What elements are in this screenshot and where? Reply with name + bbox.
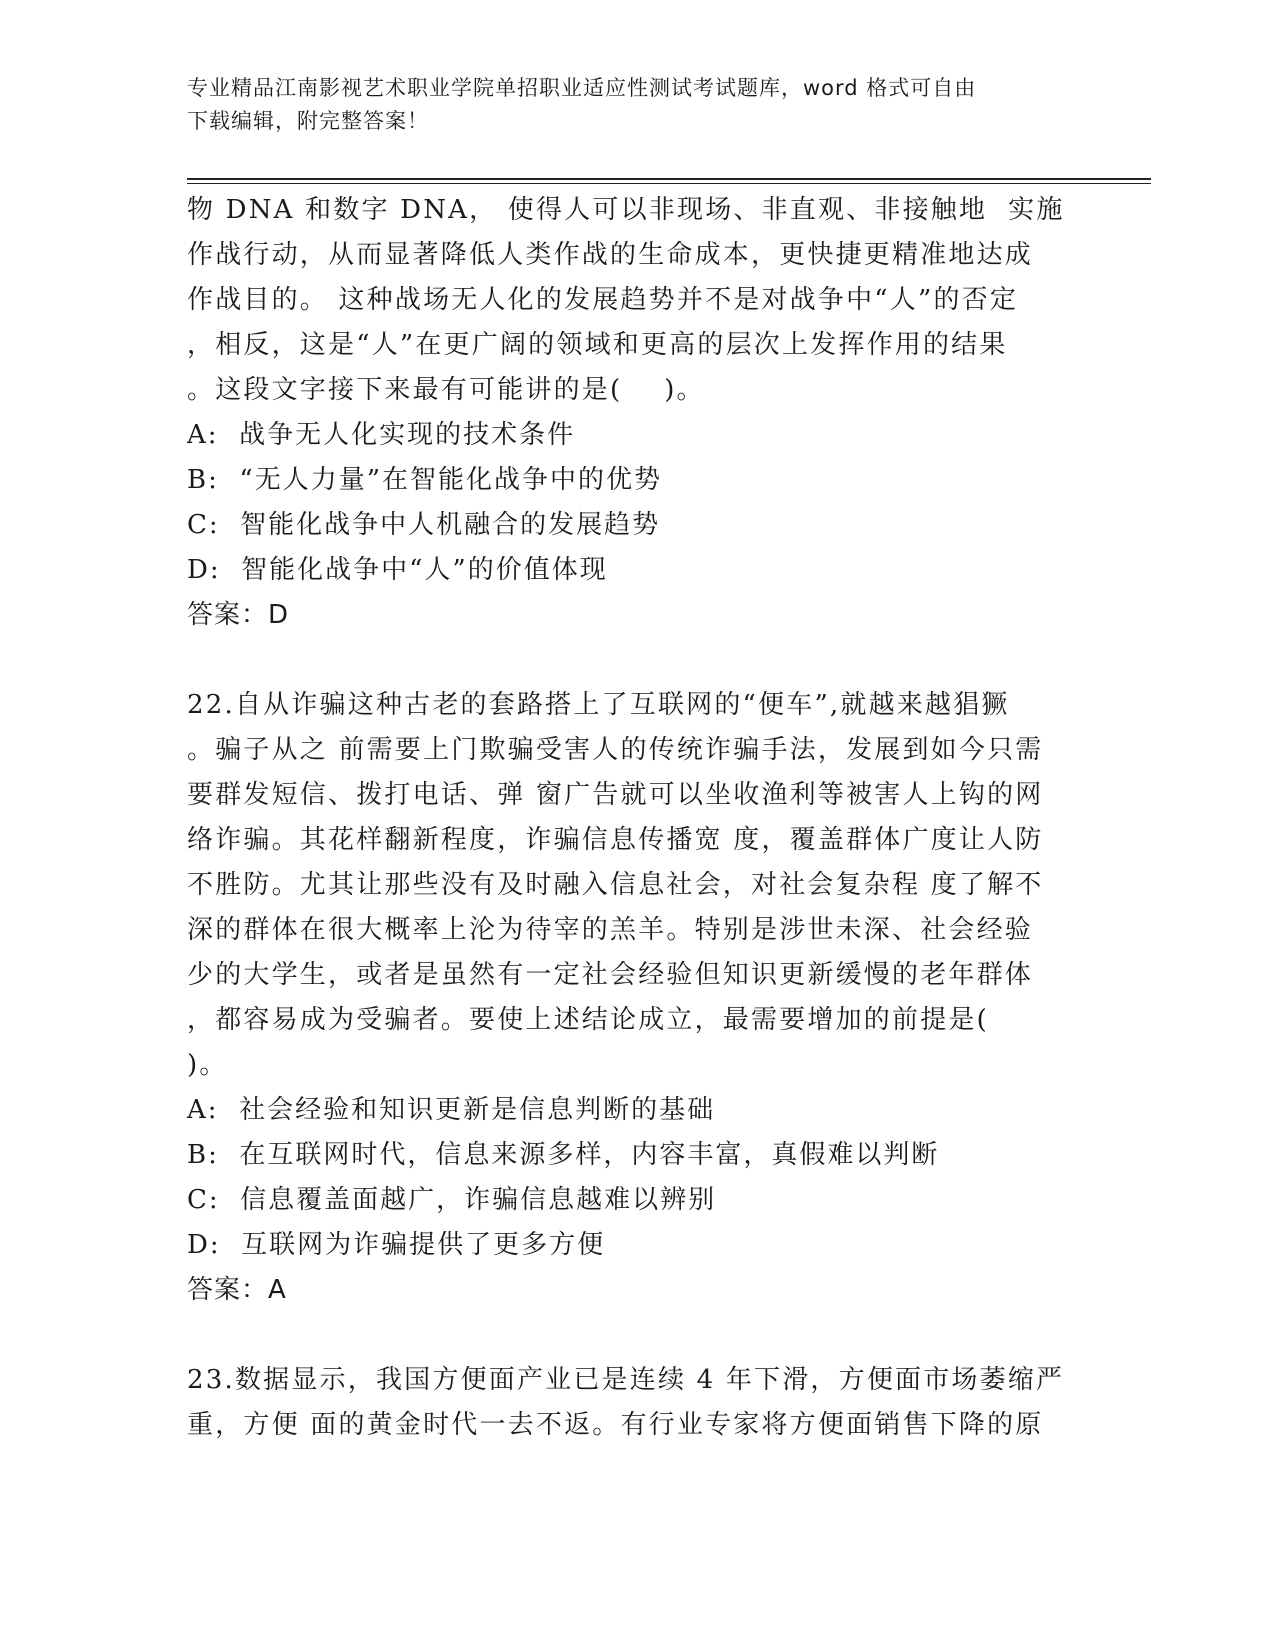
question-text-line: 。骗子从之 前需要上门欺骗受害人的传统诈骗手法，发展到如今只需: [187, 735, 1044, 765]
answer-line: 答案：A: [187, 1275, 287, 1305]
option-c: C: 信息覆盖面越广，诈骗信息越难以辨别: [187, 1185, 717, 1215]
option-d: D: 智能化战争中“人”的价值体现: [187, 555, 608, 585]
header-rule-thin: [187, 183, 1151, 184]
question-23: [187, 1358, 1067, 1448]
header-line-2: 下载编辑，附完整答案！: [187, 109, 429, 133]
option-d: D: 互联网为诈骗提供了更多方便: [187, 1230, 606, 1260]
option-b: B: 在互联网时代，信息来源多样，内容丰富，真假难以判断: [187, 1140, 940, 1170]
header-line-1: 专业精品江南影视艺术职业学院单招职业适应性测试考试题库，word 格式可自由: [187, 76, 977, 100]
header-rule-thick: [187, 178, 1151, 180]
spacer: [187, 638, 1067, 683]
question-text-line: 络诈骗。其花样翻新程度，诈骗信息传播宽 度，覆盖群体广度让人防: [187, 825, 1044, 855]
question-text-line: )。: [187, 1050, 228, 1080]
answer-line: 答案：D: [187, 600, 290, 630]
question-22: [187, 683, 1067, 1313]
question-text-line: 要群发短信、拨打电话、弹 窗广告就可以坐收渔利等被害人上钩的网: [187, 780, 1044, 810]
question-text-line: 少的大学生，或者是虽然有一定社会经验但知识更新缓慢的老年群体: [187, 960, 1034, 990]
option-a: A: 战争无人化实现的技术条件: [187, 420, 576, 450]
question-text-line: 22.自从诈骗这种古老的套路搭上了互联网的“便车”,就越来越猖獗: [187, 690, 1010, 720]
document-body: [187, 188, 1067, 1448]
question-text-line: 不胜防。尤其让那些没有及时融入信息社会，对社会复杂程 度了解不: [187, 870, 1044, 900]
question-text-line: ，都容易成为受骗者。要使上述结论成立，最需要增加的前提是(: [187, 1005, 989, 1035]
question-text-line: 作战行动，从而显著降低人类作战的生命成本，更快捷更精准地达成: [187, 240, 1034, 270]
question-text-line: 物 DNA 和数字 DNA， 使得人可以非现场、非直观、非接触地 实施: [187, 195, 1065, 225]
spacer: [187, 1313, 1067, 1358]
question-text-line: 重，方便 面的黄金时代一去不返。有行业专家将方便面销售下降的原: [187, 1410, 1044, 1440]
question-text-line: 深的群体在很大概率上沦为待宰的羔羊。特别是涉世未深、社会经验: [187, 915, 1034, 945]
question-21: [187, 188, 1067, 638]
option-a: A: 社会经验和知识更新是信息判断的基础: [187, 1095, 716, 1125]
question-text-line: ，相反，这是“人”在更广阔的领域和更高的层次上发挥作用的结果: [187, 330, 1008, 360]
question-text-line: 作战目的。 这种战场无人化的发展趋势并不是对战争中“人”的否定: [187, 285, 1019, 315]
option-c: C: 智能化战争中人机融合的发展趋势: [187, 510, 661, 540]
question-text-line: 。这段文字接下来最有可能讲的是( )。: [187, 375, 705, 405]
document-header: [187, 72, 1067, 138]
option-b: B: “无人力量”在智能化战争中的优势: [187, 465, 662, 495]
question-text-line: 23.数据显示，我国方便面产业已是连续 4 年下滑，方便面市场萎缩严: [187, 1365, 1065, 1395]
